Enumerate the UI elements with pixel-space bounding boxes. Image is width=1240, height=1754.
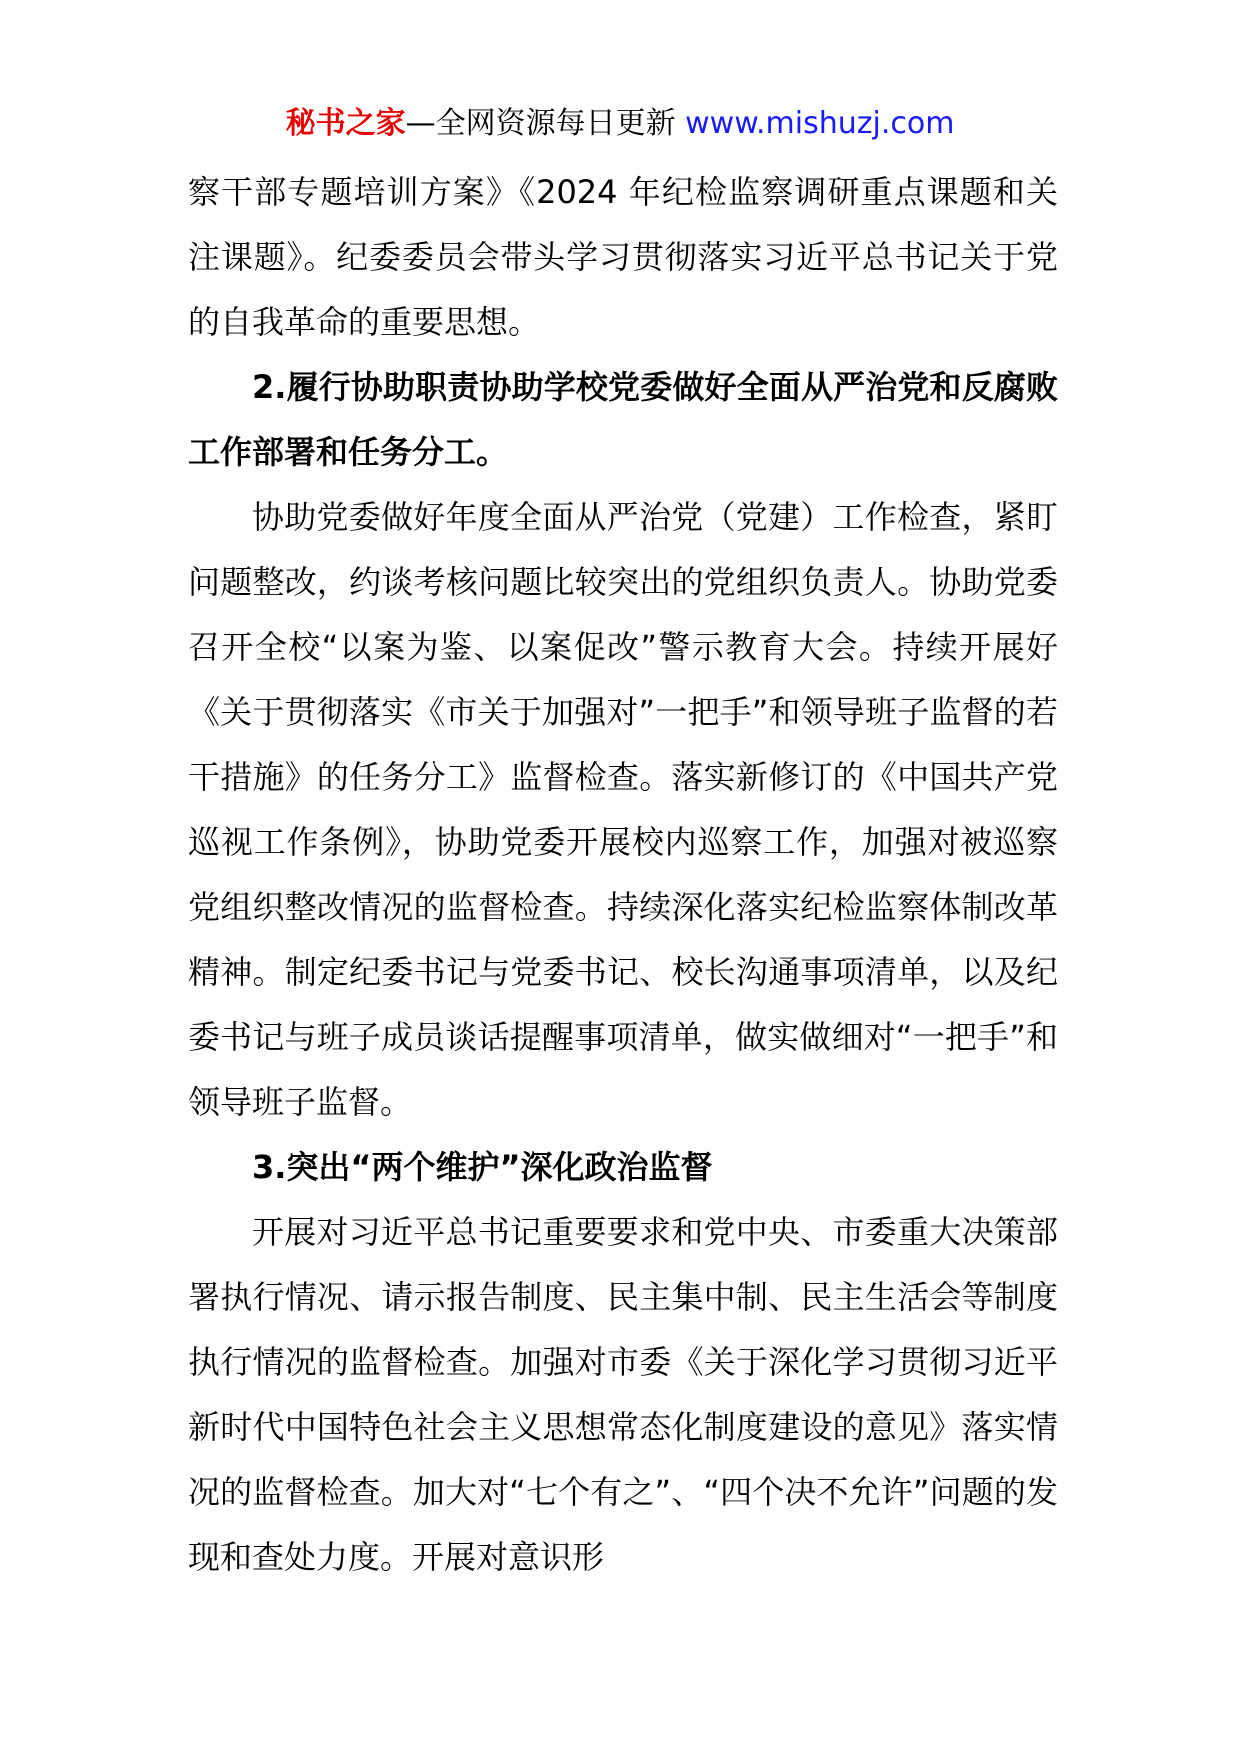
continuation-paragraph: 察干部专题培训方案》《2024 年纪检监察调研重点课题和关注课题》。纪委委员会带头学习贯彻落实习近平总书记关于党的自我革命的重要思想。: [188, 173, 1058, 341]
document-body: [188, 160, 1058, 1590]
banner-tagline: —全网资源每日更新: [405, 106, 686, 141]
site-url-link[interactable]: www.mishuzj.com: [685, 106, 955, 141]
brand-name: 秘书之家: [285, 106, 406, 141]
section-heading-3: 3.突出“两个维护”深化政治监督: [252, 1148, 713, 1186]
section-heading-2: 2.履行协助职责协助学校党委做好全面从严治党和反腐败工作部署和任务分工。: [188, 368, 1058, 471]
paragraph-3: 开展对习近平总书记重要要求和党中央、市委重大决策部署执行情况、请示报告制度、民主集中制、民主生活会等制度执行情况的监督检查。加强对市委《关于深化学习贯彻习近平新时代中国特色社会主义思想常态化制度建设的意见》落实情况的监督检查。加大对“七个有之”、“四个决不允许”问题的发现和查处力度。开展对意识形: [188, 1213, 1058, 1576]
paragraph-2: 协助党委做好年度全面从严治党（党建）工作检查，紧盯问题整改，约谈考核问题比较突出的党组织负责人。协助党委召开全校“以案为鉴、以案促改”警示教育大会。持续开展好《关于贯彻落实《市关于加强对”一把手”和领导班子监督的若干措施》的任务分工》监督检查。落实新修订的《中国共产党巡视工作条例》，协助党委开展校内巡察工作，加强对被巡察党组织整改情况的监督检查。持续深化落实纪检监察体制改革精神。制定纪委书记与党委书记、校长沟通事项清单，以及纪委书记与班子成员谈话提醒事项清单，做实做细对“一把手”和领导班子监督。: [188, 498, 1058, 1121]
site-banner: [0, 102, 1240, 146]
